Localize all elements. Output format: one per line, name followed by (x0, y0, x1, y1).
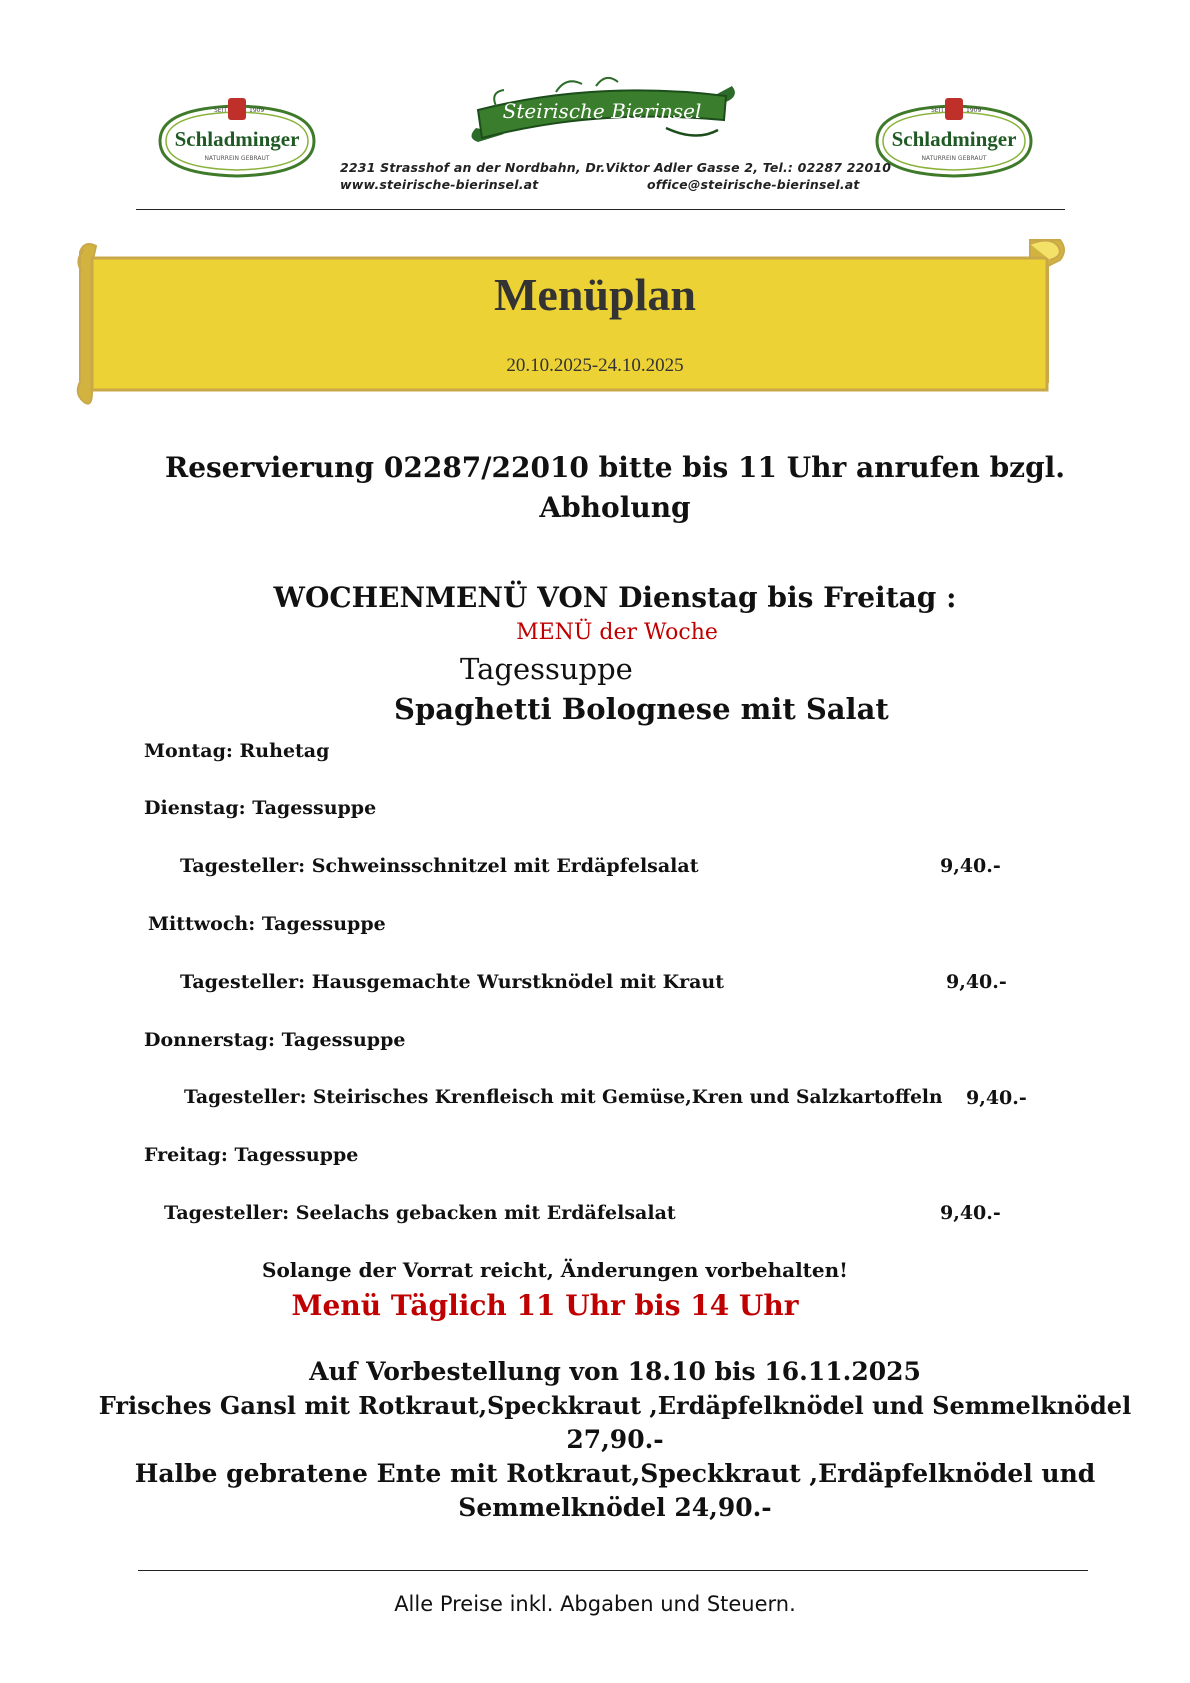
day-thursday: Donnerstag: Tagessuppe (144, 1029, 406, 1051)
brand-tagline: NATURREIN GEBRAUT (204, 155, 270, 162)
weekly-heading: WOCHENMENÜ VON Dienstag bis Freitag : (273, 581, 957, 614)
bierinsel-logo (456, 72, 746, 156)
menu-banner (70, 232, 1070, 412)
brand-name: Schladminger (891, 127, 1017, 151)
dish-wednesday: Tagesteller: Hausgemachte Wurstknödel mit Kraut (180, 971, 725, 993)
day-wednesday: Mittwoch: Tagessuppe (148, 913, 386, 935)
footer-note: Alle Preise inkl. Abgaben und Steuern. (394, 1592, 796, 1616)
hours-note: Menü Täglich 11 Uhr bis 14 Uhr (291, 1289, 799, 1322)
price-thursday: 9,40.- (966, 1087, 1027, 1109)
preorder-line2: Frisches Gansl mit Rotkraut,Speckkraut ,Erdäpfelknödel und Semmelknödel (98, 1391, 1132, 1420)
brand-logo-left (152, 96, 322, 186)
preorder-line4: Halbe gebratene Ente mit Rotkraut,Speckkraut ,Erdäpfelknödel und (134, 1459, 1096, 1488)
preorder-line5: Semmelknödel 24,90.- (458, 1493, 772, 1522)
email: office@steirische-bierinsel.at (647, 177, 860, 192)
weekly-soup: Tagessuppe (460, 652, 633, 686)
brand-name: Schladminger (174, 127, 300, 151)
weekly-subheading: MENÜ der Woche (516, 620, 718, 645)
preorder-line1: Auf Vorbestellung von 18.10 bis 16.11.2025 (309, 1357, 921, 1386)
preorder-line3: 27,90.- (566, 1425, 664, 1454)
logo-text: Steirische Bierinsel (502, 99, 702, 123)
price-wednesday: 9,40.- (946, 971, 1007, 993)
weekly-main: Spaghetti Bolognese mit Salat (394, 692, 889, 726)
footer-divider (138, 1570, 1088, 1571)
seit-label: SEIT (214, 107, 228, 114)
page-title: Menüplan (494, 269, 696, 320)
day-tuesday: Dienstag: Tagessuppe (144, 797, 377, 819)
stock-note: Solange der Vorrat reicht, Änderungen vorbehalten! (262, 1258, 848, 1282)
website: www.steirische-bierinsel.at (340, 177, 539, 192)
dish-friday: Tagesteller: Seelachs gebacken mit Erdäfelsalat (164, 1202, 676, 1224)
header-divider (136, 209, 1065, 210)
reservation-line2: Abholung (539, 491, 691, 524)
date-range: 20.10.2025-24.10.2025 (506, 355, 684, 376)
day-monday: Montag: Ruhetag (144, 740, 330, 762)
year-label: 1909 (966, 107, 982, 114)
brand-tagline: NATURREIN GEBRAUT (921, 155, 987, 162)
address-line: 2231 Strasshof an der Nordbahn, Dr.Viktor Adler Gasse 2, Tel.: 02287 22010 (340, 160, 892, 175)
dish-thursday: Tagesteller: Steirisches Krenfleisch mit Gemüse,Kren und Salzkartoffeln (184, 1087, 943, 1108)
seit-label: SEIT (931, 107, 945, 114)
dish-tuesday: Tagesteller: Schweinsschnitzel mit Erdäpfelsalat (180, 855, 699, 877)
price-tuesday: 9,40.- (940, 855, 1001, 877)
brand-logo-right (869, 96, 1039, 186)
reservation-line1: Reservierung 02287/22010 bitte bis 11 Uhr anrufen bzgl. (164, 451, 1066, 484)
price-friday: 9,40.- (940, 1202, 1001, 1224)
year-label: 1909 (249, 107, 265, 114)
day-friday: Freitag: Tagessuppe (144, 1144, 359, 1166)
